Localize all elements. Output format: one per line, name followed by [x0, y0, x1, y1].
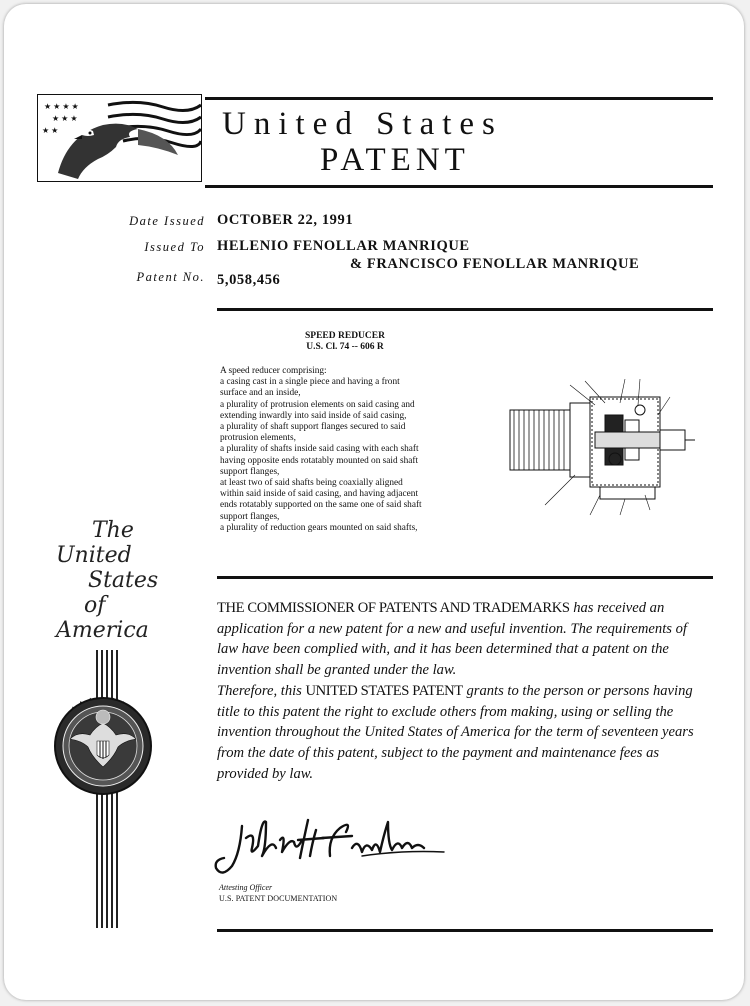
grant-line: application for a new patent for a new and useful invention. The requirements of: [217, 620, 687, 637]
grant-line: invention shall be granted under the law.: [217, 662, 457, 679]
claim-line: at least two of said shafts being coaxially aligned: [220, 478, 403, 489]
united-states-patent-term: UNITED STATES PATENT: [305, 682, 463, 699]
grant-line: from the date of this patent, subject to the payment and maintenance fees as: [217, 744, 660, 761]
patent-no-label: Patent No.: [136, 270, 205, 284]
date-issued-label: Date Issued: [129, 214, 205, 228]
grant-line: title to this patent the right to exclude others from making, using or selling the: [217, 703, 674, 720]
claim-line: having opposite ends rotatably mounted on said shaft: [220, 455, 419, 466]
title-patent: PATENT: [320, 142, 470, 178]
svg-text:★ ★ ★ ★: ★ ★ ★ ★: [44, 102, 79, 111]
grant-text-fragment: grants to the person or persons having: [462, 682, 693, 699]
grant-line: [217, 598, 687, 619]
claim-line: within said inside of said casing, and having adjacent: [220, 489, 419, 500]
svg-text:★ ★ ★: ★ ★ ★: [52, 114, 78, 123]
grant-line: provided by law.: [217, 765, 314, 782]
grant-line: invention throughout the United States of America for the term of seventeen years: [217, 724, 694, 741]
title-united-states: United States: [222, 106, 503, 142]
header-rule-bottom: [205, 185, 713, 188]
patent-documentation-label: U.S. PATENT DOCUMENTATION: [219, 894, 338, 903]
grant-rule-top: [217, 576, 713, 579]
commissioner-heading: THE COMMISSIONER OF PATENTS AND TRADEMARKS: [217, 600, 570, 616]
claim-text: [220, 366, 480, 534]
united-states-of-america-script: [40, 518, 180, 643]
claim-rule-top: [217, 308, 713, 311]
footer-rule: [217, 929, 713, 932]
eagle-flag-emblem: [37, 94, 202, 182]
speed-reducer-drawing: [500, 375, 700, 525]
inventor-1: HELENIO FENOLLAR MANRIQUE: [217, 238, 470, 254]
claim-line: support flanges,: [220, 511, 280, 522]
great-seal-emblem: [40, 683, 166, 809]
claim-line: a plurality of protrusion elements on said casing and: [220, 399, 415, 410]
handwritten-signature: [212, 808, 452, 883]
date-issued-value: OCTOBER 22, 1991: [217, 212, 354, 228]
claim-title: SPEED REDUCER: [305, 331, 385, 341]
grant-text: [217, 598, 694, 784]
inventor-2: & FRANCISCO FENOLLAR MANRIQUE: [350, 256, 640, 272]
claim-line: a casing cast in a single piece and having a front: [220, 377, 400, 388]
usa-line-4: of: [84, 593, 106, 618]
claim-line: surface and an inside,: [220, 388, 301, 399]
grant-text-fragment: has received an: [569, 600, 665, 616]
patent-number: 5,058,456: [217, 272, 281, 288]
usa-line-1: The: [92, 518, 134, 543]
claim-line: support flanges,: [220, 466, 280, 477]
claim-line: a plurality of shaft support flanges secured to said: [220, 422, 406, 433]
claim-line: A speed reducer comprising:: [220, 366, 327, 376]
claim-line: a plurality of reduction gears mounted on said shafts,: [220, 522, 418, 533]
attesting-officer-label: Attesting Officer: [219, 883, 273, 892]
grant-text-fragment: Therefore, this: [217, 682, 306, 699]
issued-to-label: Issued To: [144, 240, 205, 254]
usa-line-3: States: [88, 568, 159, 593]
claim-line: extending inwardly into said inside of said casing,: [220, 410, 407, 421]
claim-line: protrusion elements,: [220, 433, 296, 444]
claim-line: ends rotatably supported on the same one of said shaft: [220, 500, 422, 511]
usa-line-2: United: [56, 543, 132, 568]
claim-classification: U.S. Cl. 74 -- 606 R: [306, 342, 384, 352]
usa-line-5: America: [56, 618, 149, 643]
header-rule-top: [205, 97, 713, 100]
grant-line: law have been complied with, and it has been determined that a patent on the: [217, 641, 669, 658]
claim-line: a plurality of shafts inside said casing with each shaft: [220, 444, 419, 455]
svg-text:★ ★: ★ ★: [42, 126, 59, 135]
grant-line: [217, 681, 693, 702]
